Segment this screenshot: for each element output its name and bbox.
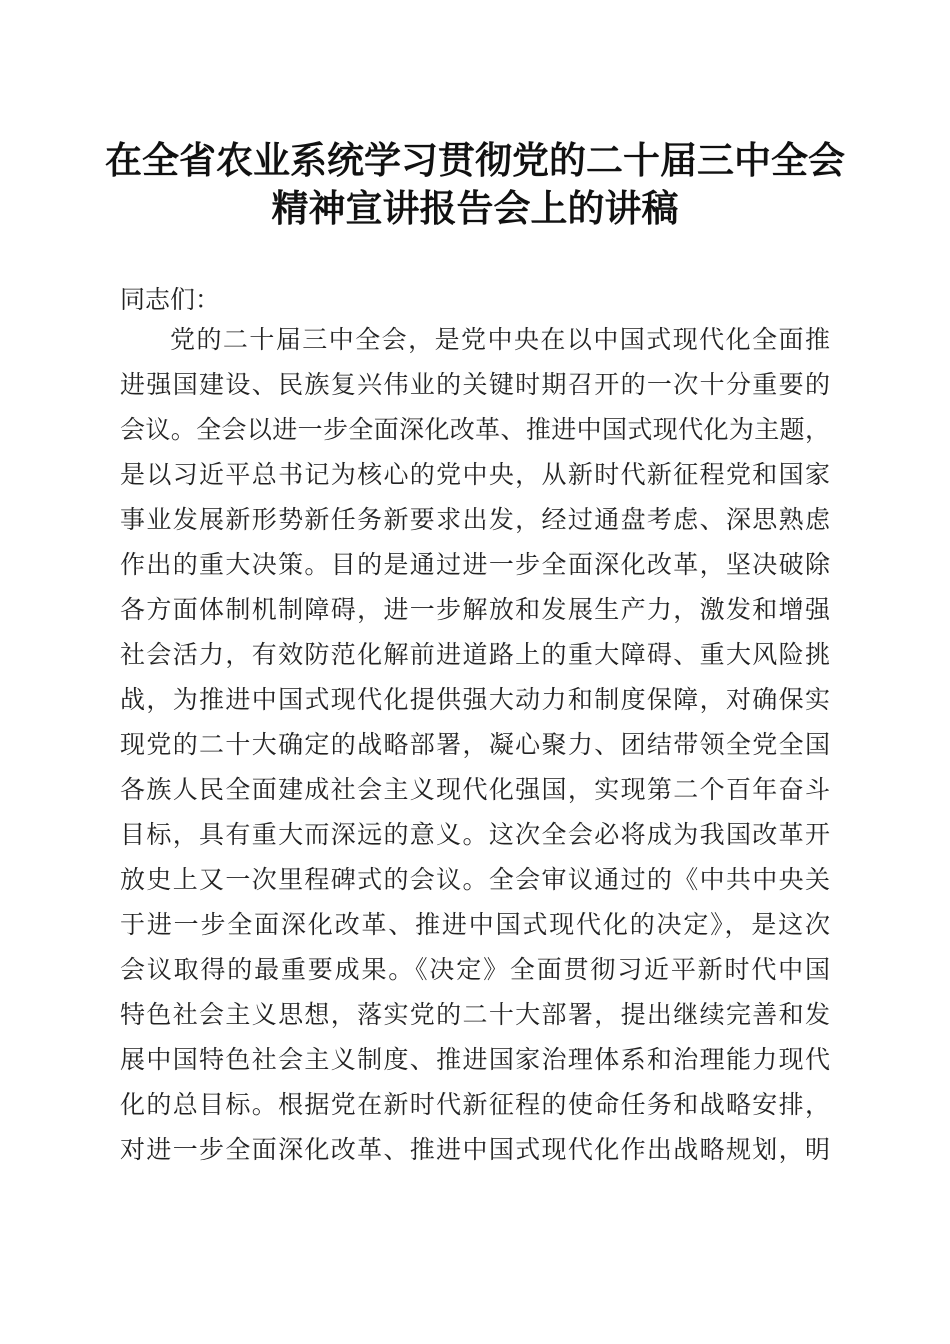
body-line: 各方面体制机制障碍，进一步解放和发展生产力，激发和增强: [120, 595, 830, 624]
body-line: 社会活力，有效防范化解前进道路上的重大障碍、重大风险挑: [120, 640, 830, 669]
body-line: 放史上又一次里程碑式的会议。全会审议通过的《中共中央关: [120, 865, 830, 894]
body-line: 党的二十届三中全会，是党中央在以中国式现代化全面推: [170, 325, 830, 354]
document-title-line-2: 精神宣讲报告会上的讲稿: [271, 186, 679, 230]
body-line: 现党的二十大确定的战略部署，凝心聚力、团结带领全党全国: [120, 730, 830, 759]
salutation: 同志们：: [120, 285, 221, 314]
document-title-line-1: 在全省农业系统学习贯彻党的二十届三中全会: [105, 138, 845, 182]
body-line: 事业发展新形势新任务新要求出发，经过通盘考虑、深思熟虑: [120, 505, 830, 534]
body-line: 进强国建设、民族复兴伟业的关键时期召开的一次十分重要的: [120, 370, 830, 399]
body-line: 作出的重大决策。目的是通过进一步全面深化改革，坚决破除: [120, 550, 830, 579]
body-line: 各族人民全面建成社会主义现代化强国，实现第二个百年奋斗: [120, 775, 830, 804]
body-line: 于进一步全面深化改革、推进中国式现代化的决定》，是这次: [120, 910, 830, 939]
body-line: 特色社会主义思想，落实党的二十大部署，提出继续完善和发: [120, 1000, 830, 1029]
body-line: 是以习近平总书记为核心的党中央，从新时代新征程党和国家: [120, 460, 830, 489]
body-line: 会议。全会以进一步全面深化改革、推进中国式现代化为主题，: [120, 415, 830, 444]
body-line: 目标，具有重大而深远的意义。这次全会必将成为我国改革开: [120, 820, 830, 849]
body-line: 化的总目标。根据党在新时代新征程的使命任务和战略安排，: [120, 1090, 830, 1119]
body-line: 会议取得的最重要成果。《决定》全面贯彻习近平新时代中国: [120, 955, 830, 984]
body-line: 展中国特色社会主义制度、推进国家治理体系和治理能力现代: [120, 1045, 830, 1074]
body-line: 战，为推进中国式现代化提供强大动力和制度保障，对确保实: [120, 685, 830, 714]
body-line: 对进一步全面深化改革、推进中国式现代化作出战略规划，明: [120, 1135, 830, 1164]
